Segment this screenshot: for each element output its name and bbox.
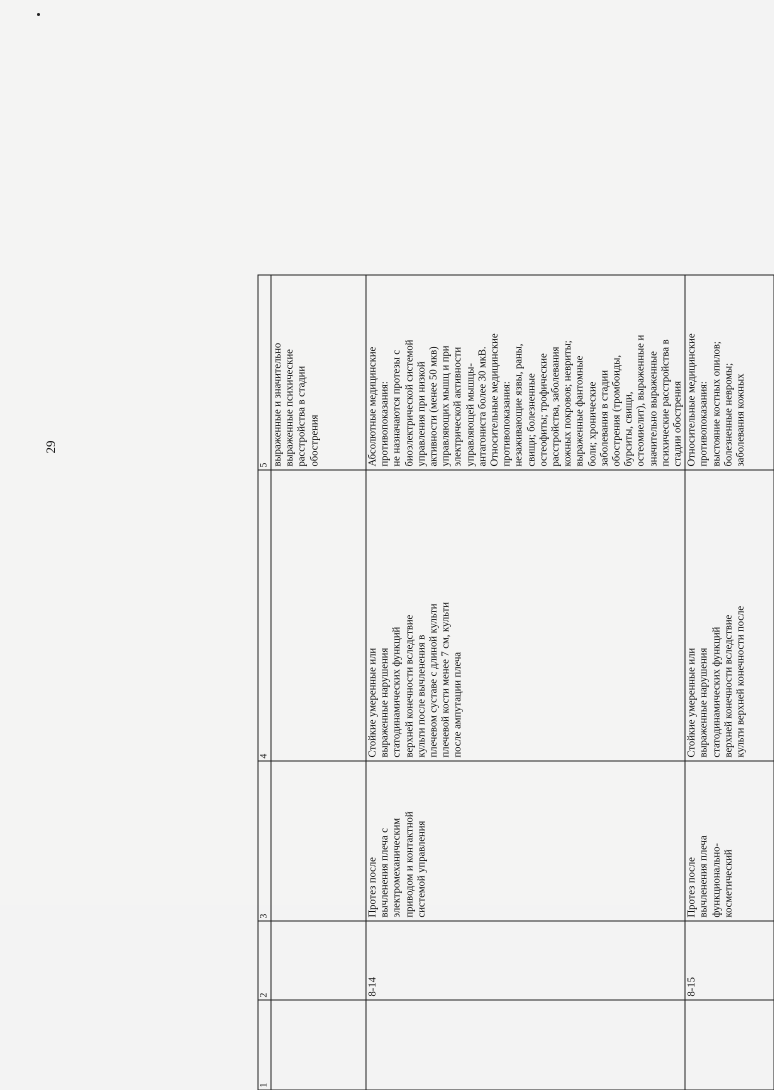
cell-name	[271, 761, 366, 921]
page-number: 29	[43, 440, 58, 454]
cell-code: 8-14	[366, 921, 685, 1000]
cell-code	[271, 921, 366, 1000]
header-col-4: 4	[258, 470, 271, 761]
table-row	[685, 275, 774, 1090]
cell-contraindications: Относительные медицинские противопоказания: выстояние костных опилов; болезненные невромы; заболевания кожных	[685, 275, 774, 470]
header-col-5: 5	[258, 275, 271, 470]
table-row	[271, 275, 366, 1090]
cell-contraindications: выраженные и значительно выраженные психические расстройства в стадии обострения	[271, 275, 366, 470]
cell-col1	[685, 1000, 774, 1090]
cell-contraindications: Абсолютные медицинские противопоказания: не назначаются протезы с биоэлектрической системой управления при низкой активности (менее 50 мкв) управляющих мышц и при электрической активности управляющей мышцы- антагониста более 30 мкВ. Относительные медицинские противопоказания: незаживающие язвы, раны, свищи; болезненные остеофиты; трофические расстройства, заболевания кожных покровов; невриты; выраженные фантомные боли; хронические заболевания в стадии обострения (тромбоиды, бурситы, свищи, остеомиелит), выраженные и значительно выраженные психические расстройства в стадии обострения	[366, 275, 685, 470]
header-col-3: 3	[258, 761, 271, 921]
cell-col1	[271, 1000, 366, 1090]
cell-name: Протез после вычленения плеча функционально- косметический	[685, 761, 774, 921]
cell-code: 8-15	[685, 921, 774, 1000]
rotated-table-container	[257, 275, 747, 1090]
table-header-row	[258, 275, 271, 1090]
cell-indications: Стойкие умеренные или выраженные нарушения статодинамических функций верхней конечности вследствие культи после вычленения в плечевом суставе с длиной культи плечевой кости менее 7 см, культи после ампутации плеча	[366, 470, 685, 761]
table-row	[366, 275, 685, 1090]
cell-name: Протез после вычленения плеча с электромеханическим приводом и контактной системой управления	[366, 761, 685, 921]
scan-speck	[37, 13, 40, 16]
cell-indications: Стойкие умеренные или выраженные нарушения статодинамических функций верхней конечности вследствие культи верхней конечности после	[685, 470, 774, 761]
indications-table	[257, 274, 774, 1090]
header-col-1: 1	[258, 1000, 271, 1090]
cell-indications	[271, 470, 366, 761]
cell-col1	[366, 1000, 685, 1090]
header-col-2: 2	[258, 921, 271, 1000]
